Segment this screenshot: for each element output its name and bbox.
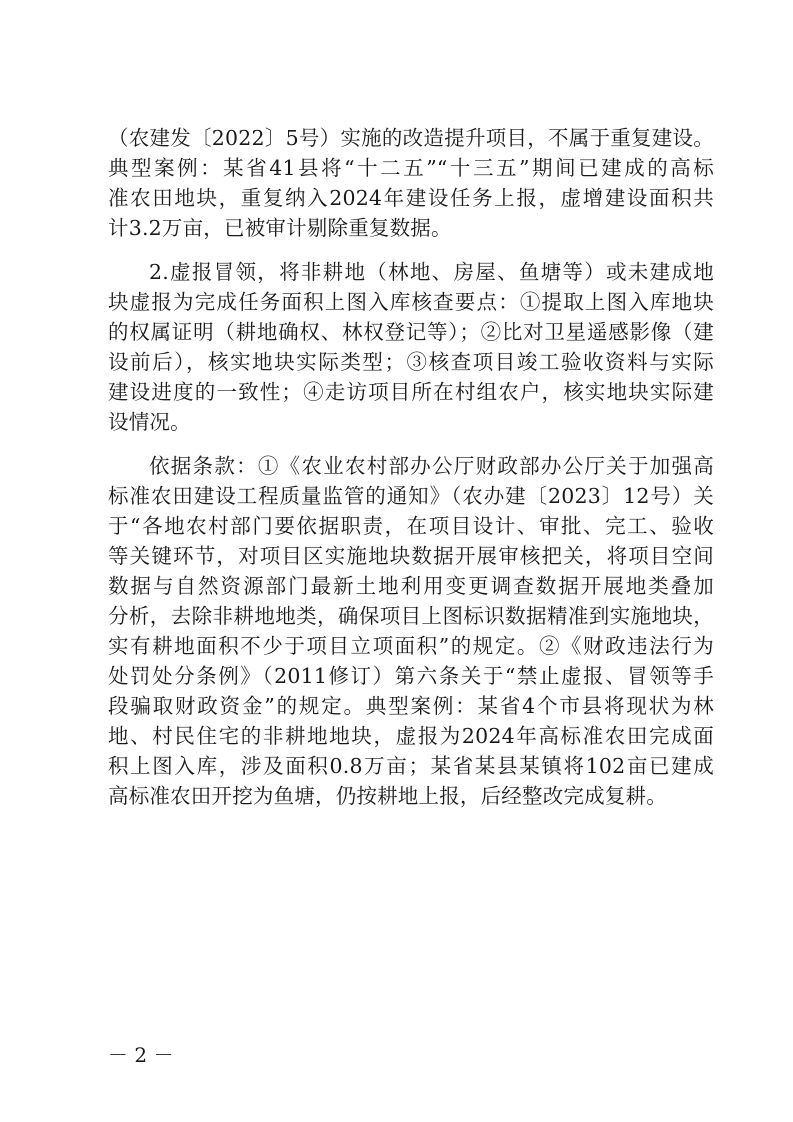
text-line: 设前后），核实地块实际类型；③核查项目竣工验收资料与实际: [108, 350, 714, 374]
text-line: 分析，去除非耕地地类，确保项目上图标识数据精准到实施地块，: [108, 604, 714, 628]
text-line: 设情况。: [108, 410, 191, 434]
text-line: 计3.2万亩，已被审计剔除重复数据。: [108, 216, 452, 240]
paragraph-1: [108, 123, 714, 243]
text-line: 数据与自然资源部门最新土地利用变更调查数据开展地类叠加: [108, 574, 714, 598]
text-line: 块虚报为完成任务面积上图入库核查要点：①提取上图入库地块: [108, 290, 714, 314]
text-line: 地、村民住宅的非耕地地块，虚报为2024年高标准农田完成面: [108, 724, 714, 748]
text-line: 的权属证明（耕地确权、林权登记等）；②比对卫星遥感影像（建: [108, 320, 714, 344]
page-number: － 2 －: [108, 1043, 174, 1067]
text-line: 2.虚报冒领，将非耕地（林地、房屋、鱼塘等）或未建成地: [149, 260, 714, 284]
text-line: 标准农田建设工程质量监管的通知》（农办建〔2023〕12号）关: [108, 484, 714, 508]
text-line: （农建发〔2022〕5号）实施的改造提升项目，不属于重复建设。: [108, 126, 714, 150]
text-line: 典型案例：某省41县将“十二五”“十三五”期间已建成的高标: [108, 156, 714, 180]
text-line: 等关键环节，对项目区实施地块数据开展审核把关，将项目空间: [108, 544, 714, 568]
text-line: 高标准农田开挖为鱼塘，仍按耕地上报，后经整改完成复耕。: [108, 784, 667, 808]
text-line: 于“各地农村部门要依据职责，在项目设计、审批、完工、验收: [108, 514, 714, 538]
text-line: 依据条款：①《农业农村部办公厅财政部办公厅关于加强高: [149, 454, 714, 478]
text-line: 实有耕地面积不少于项目立项面积”的规定。②《财政违法行为: [108, 634, 714, 658]
text-line: 准农田地块，重复纳入2024年建设任务上报，虚增建设面积共: [108, 186, 714, 210]
text-line: 段骗取财政资金”的规定。典型案例：某省4个市县将现状为林: [108, 694, 714, 718]
text-line: 积上图入库，涉及面积0.8万亩；某省某县某镇将102亩已建成: [108, 754, 714, 778]
body-text: [108, 123, 714, 825]
paragraph-3: [108, 451, 714, 811]
text-line: 处罚处分条例》（2011修订）第六条关于“禁止虚报、冒领等手: [108, 664, 714, 688]
text-line: 建设进度的一致性；④走访项目所在村组农户，核实地块实际建: [108, 380, 714, 404]
paragraph-2: [108, 257, 714, 437]
